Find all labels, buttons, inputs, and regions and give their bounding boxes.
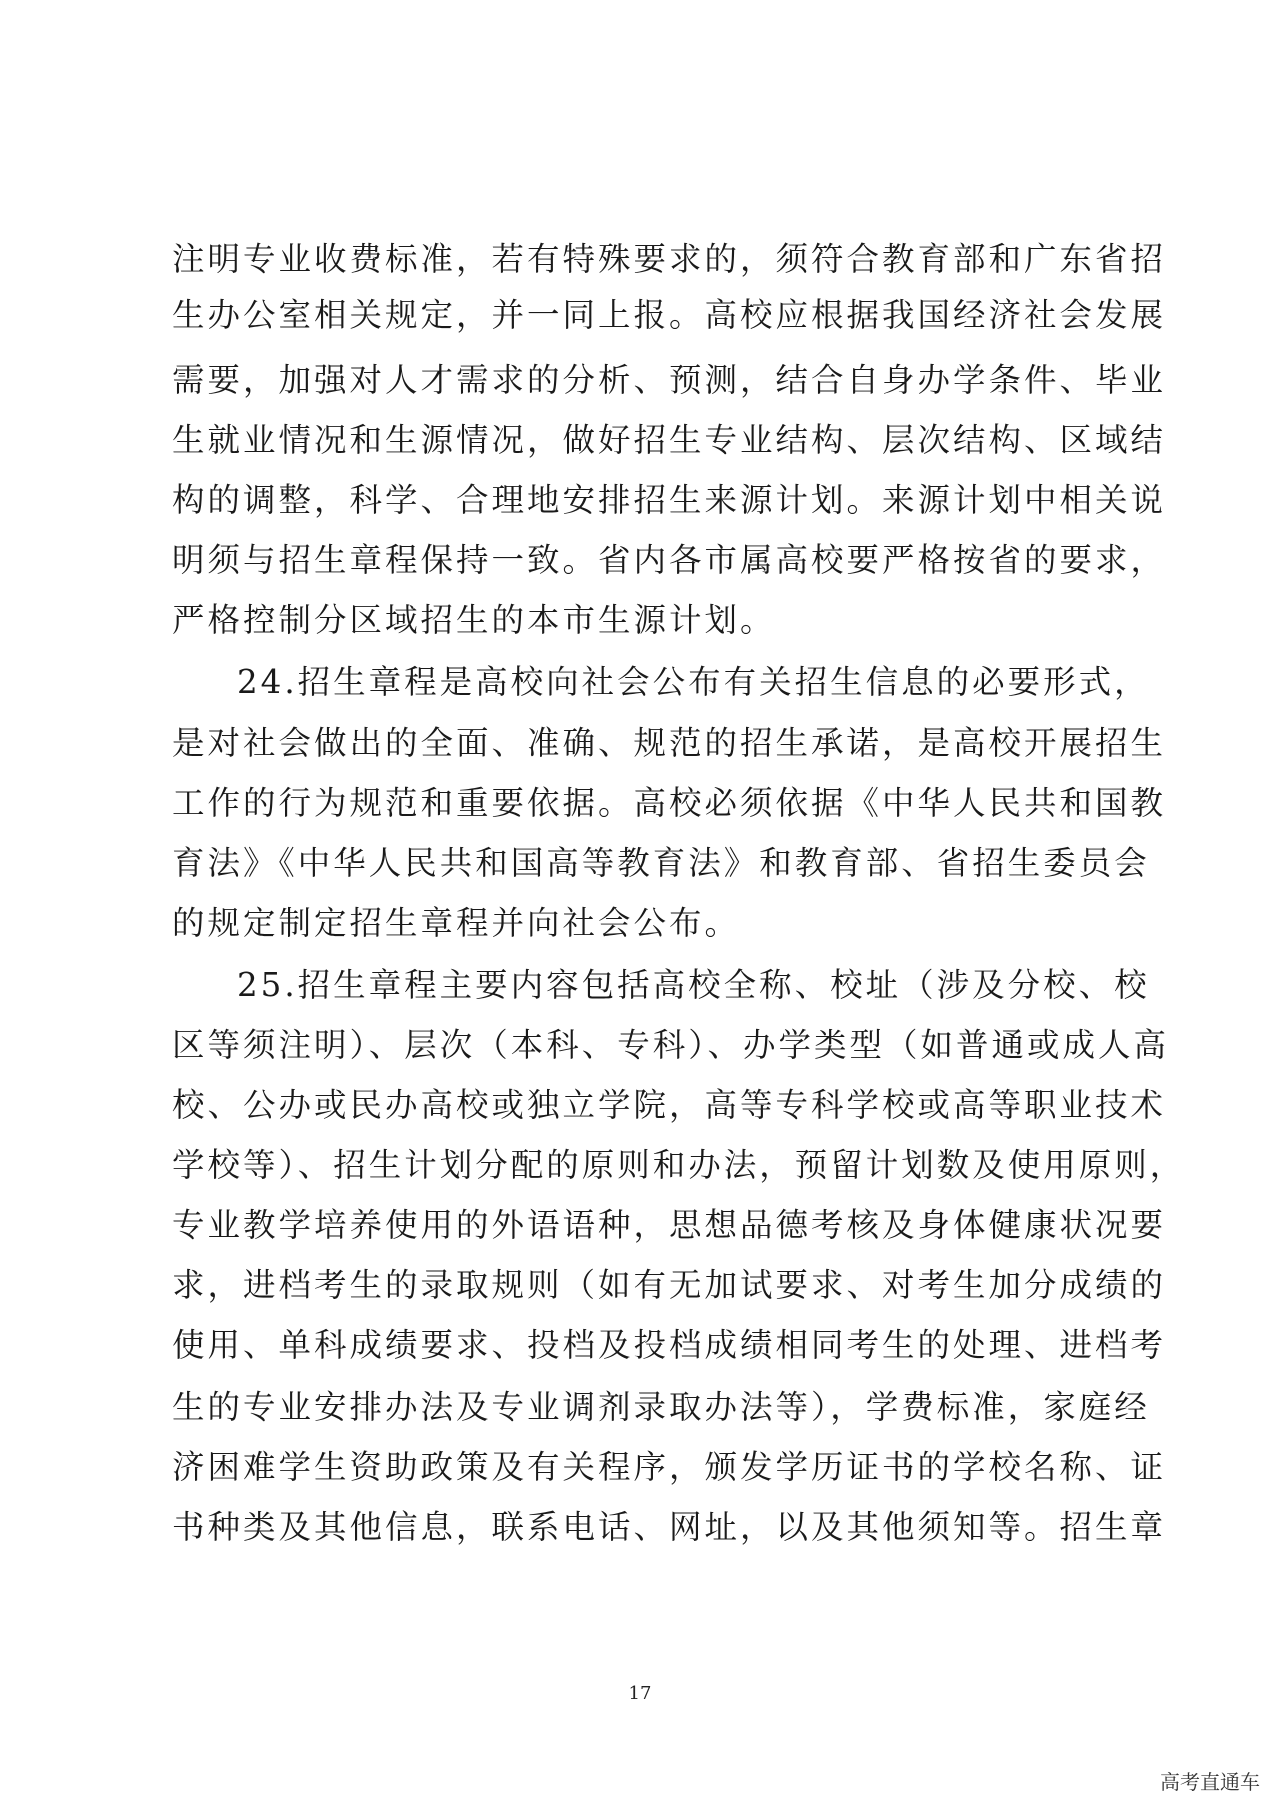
text-line: 生办公室相关规定，并一同上报。高校应根据我国经济社会发展	[172, 296, 1167, 334]
text-line: 区等须注明）、层次（本科、专科）、办学类型（如普通或成人高	[172, 1026, 1170, 1064]
text-line: 书种类及其他信息，联系电话、网址，以及其他须知等。招生章	[172, 1508, 1167, 1546]
text-line: 是对社会做出的全面、准确、规范的招生承诺，是高校开展招生	[172, 724, 1167, 762]
text-line: 专业教学培养使用的外语语种，思想品德考核及身体健康状况要	[172, 1206, 1167, 1244]
text-line: 构的调整，科学、合理地安排招生来源计划。来源计划中相关说	[172, 481, 1167, 519]
text-line: 求，进档考生的录取规则（如有无加试要求、对考生加分成绩的	[172, 1266, 1167, 1304]
text-line: 生的专业安排办法及专业调剂录取办法等），学费标准，家庭经	[172, 1388, 1150, 1426]
page-number: 17	[628, 1683, 652, 1704]
text-line: 使用、单科成绩要求、投档及投档成绩相同考生的处理、进档考	[172, 1326, 1167, 1364]
text-line: 育法》《中华人民共和国高等教育法》和教育部、省招生委员会	[172, 844, 1150, 882]
text-line: 明须与招生章程保持一致。省内各市属高校要严格按省的要求，	[172, 541, 1167, 579]
text-line: 工作的行为规范和重要依据。高校必须依据《中华人民共和国教	[172, 784, 1167, 822]
text-line: 需要，加强对人才需求的分析、预测，结合自身办学条件、毕业	[172, 361, 1167, 399]
text-line: 25.招生章程主要内容包括高校全称、校址（涉及分校、校	[237, 966, 1150, 1004]
text-line: 校、公办或民办高校或独立学院，高等专科学校或高等职业技术	[172, 1086, 1167, 1124]
text-line: 生就业情况和生源情况，做好招生专业结构、层次结构、区域结	[172, 421, 1167, 459]
text-line: 的规定制定招生章程并向社会公布。	[172, 904, 741, 942]
text-line: 济困难学生资助政策及有关程序，颁发学历证书的学校名称、证	[172, 1448, 1167, 1486]
text-line: 严格控制分区域招生的本市生源计划。	[172, 601, 776, 639]
text-line: 注明专业收费标准，若有特殊要求的，须符合教育部和广东省招	[172, 240, 1167, 278]
watermark: 高考直通车	[1160, 1770, 1260, 1794]
text-line: 学校等）、招生计划分配的原则和办法，预留计划数及使用原则，	[172, 1146, 1186, 1184]
text-line: 24.招生章程是高校向社会公布有关招生信息的必要形式，	[237, 663, 1150, 701]
